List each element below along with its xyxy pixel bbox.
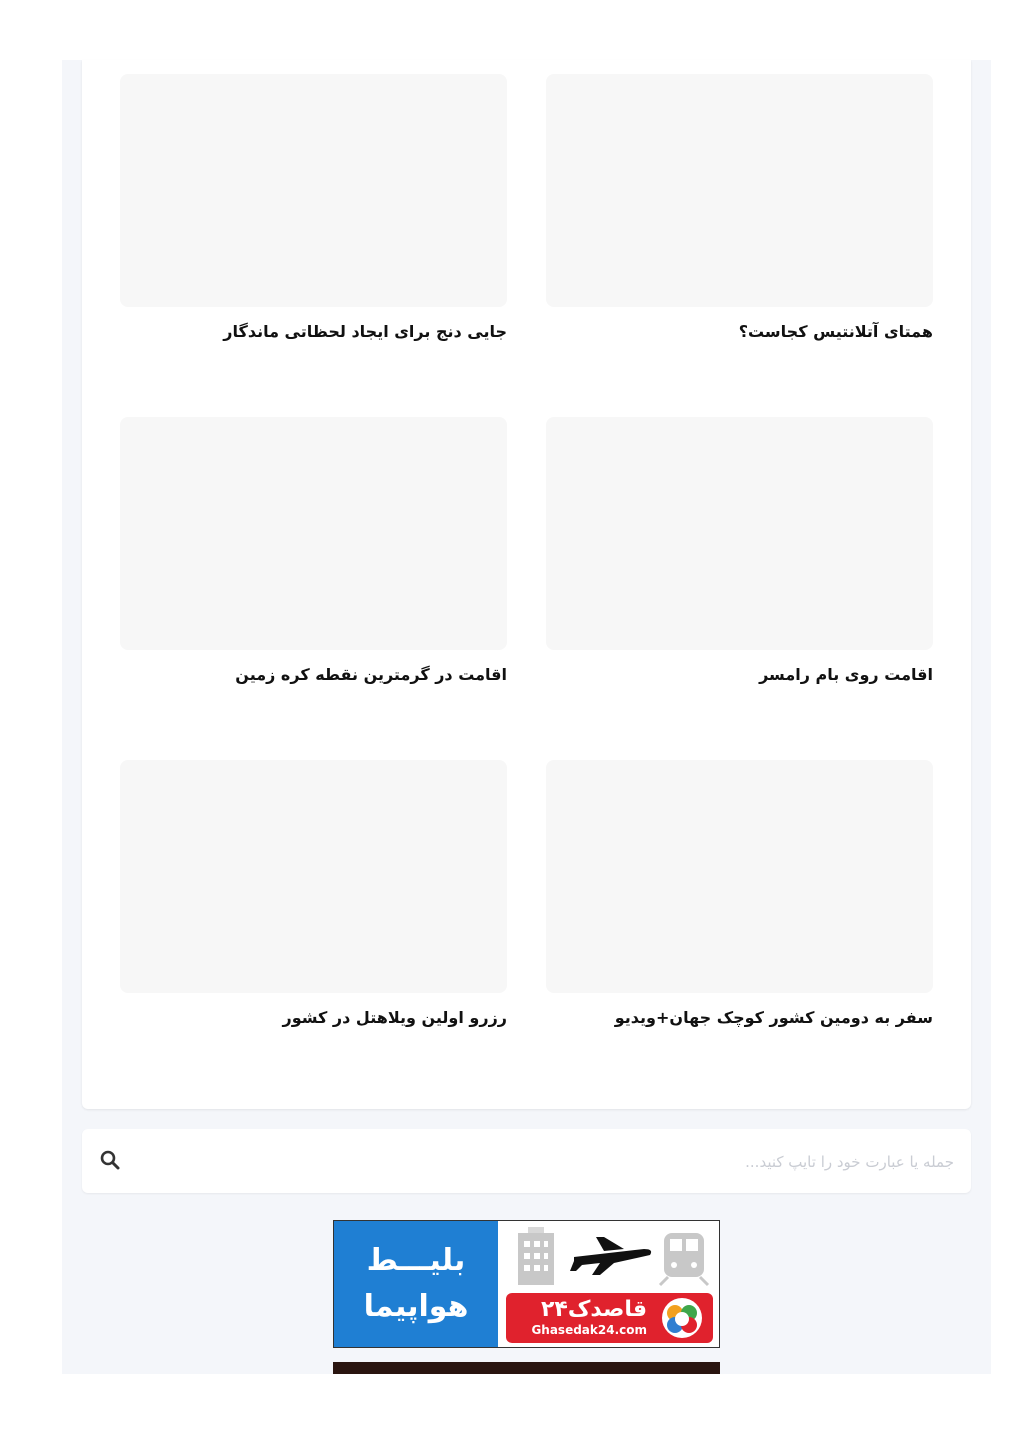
banner-blue-panel [334,1221,498,1347]
post-thumbnail[interactable] [120,760,507,993]
post-thumbnail[interactable] [546,417,933,650]
post-title[interactable]: رزرو اولین ویلاهتل در کشور [282,1008,507,1027]
travel-icons [504,1225,716,1287]
post-title[interactable]: سفر به دومین کشور کوچک جهان+ویدیو [614,1008,933,1027]
post-title[interactable]: اقامت در گرمترین نقطه کره زمین [235,665,507,684]
search-box [82,1129,971,1193]
post-card[interactable] [120,417,507,686]
post-thumbnail[interactable] [120,74,507,307]
post-title[interactable]: جایی دنج برای ایجاد لحظاتی ماندگار [223,322,507,341]
search-icon[interactable] [98,1148,122,1172]
airplane-icon [570,1237,651,1275]
brand-logo-icon [661,1297,703,1339]
post-card[interactable] [546,760,933,1029]
post-card[interactable] [120,74,507,343]
banner-line-ticket: بلیـــط [366,1243,466,1278]
brand-url: Ghasedak24.com [531,1323,647,1337]
post-title[interactable]: همتای آتلانتیس کجاست؟ [738,322,933,341]
post-card[interactable] [546,417,933,686]
post-card[interactable] [546,74,933,343]
brand-name: قاصدک۲۴ [540,1297,647,1322]
banner-line-airplane: هواپیما [363,1289,469,1324]
post-card[interactable] [120,760,507,1029]
post-thumbnail[interactable] [120,417,507,650]
hotel-icon [518,1227,554,1285]
brand-block [506,1293,713,1343]
next-banner-edge [333,1362,720,1374]
post-thumbnail[interactable] [546,760,933,993]
flight-ticket-banner[interactable] [333,1220,720,1348]
post-thumbnail[interactable] [546,74,933,307]
search-input[interactable] [222,1145,956,1179]
related-posts-card [82,60,971,1109]
post-title[interactable]: اقامت روی بام رامسر [759,665,933,684]
train-icon [660,1233,708,1285]
